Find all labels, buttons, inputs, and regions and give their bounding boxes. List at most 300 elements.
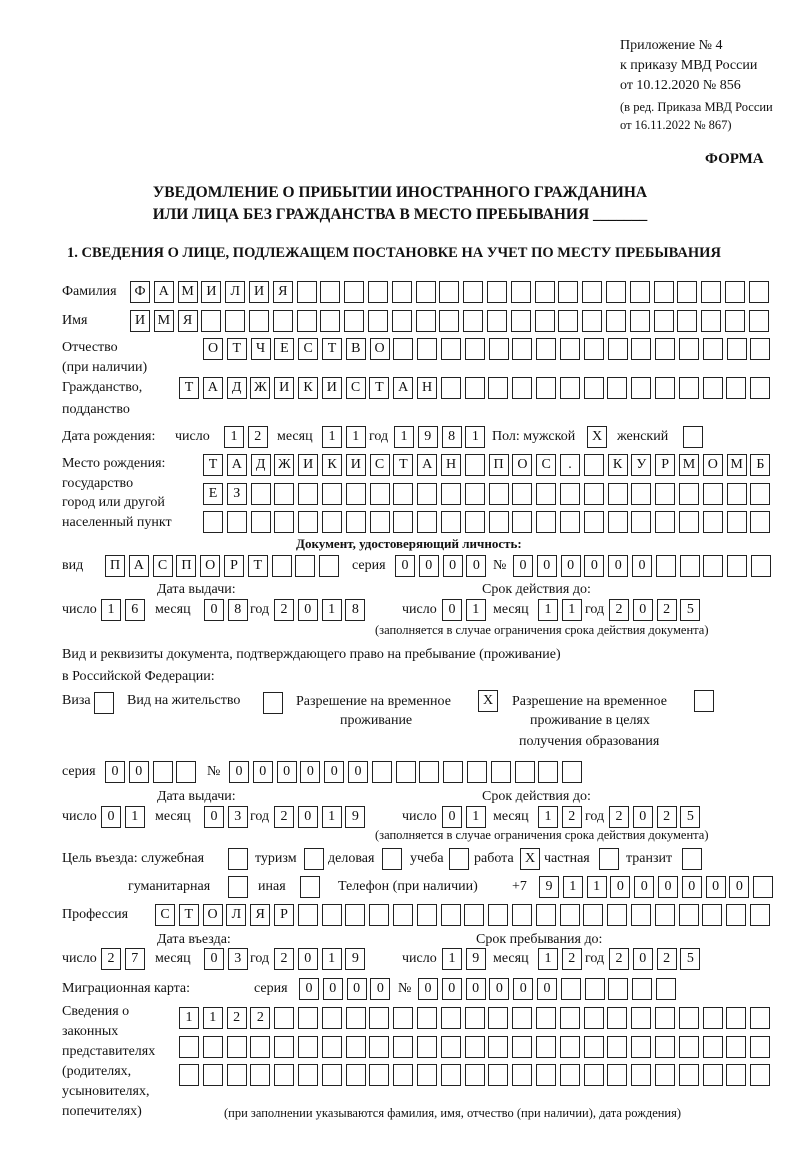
char-box[interactable]: 5: [680, 948, 700, 970]
char-box[interactable]: [679, 1036, 699, 1058]
char-box[interactable]: [304, 848, 324, 870]
char-box[interactable]: О: [370, 338, 390, 360]
char-box[interactable]: [582, 281, 602, 303]
char-box[interactable]: [441, 904, 461, 926]
char-box[interactable]: 0: [299, 978, 319, 1000]
char-box[interactable]: [679, 904, 699, 926]
char-box[interactable]: X: [478, 690, 498, 712]
char-box[interactable]: 0: [682, 876, 702, 898]
char-box[interactable]: [322, 1007, 342, 1029]
char-box[interactable]: 1: [322, 599, 342, 621]
char-box[interactable]: [369, 1036, 389, 1058]
char-box[interactable]: [607, 1036, 627, 1058]
char-box[interactable]: С: [346, 377, 366, 399]
char-box[interactable]: [682, 848, 702, 870]
char-box[interactable]: [679, 338, 699, 360]
char-box[interactable]: [703, 555, 723, 577]
char-box[interactable]: 0: [105, 761, 125, 783]
char-box[interactable]: [417, 1007, 437, 1029]
char-box[interactable]: 2: [274, 599, 294, 621]
char-box[interactable]: [417, 904, 437, 926]
char-box[interactable]: [203, 1036, 223, 1058]
char-box[interactable]: [251, 511, 271, 533]
char-box[interactable]: [753, 876, 773, 898]
char-box[interactable]: [382, 848, 402, 870]
char-box[interactable]: М: [727, 454, 747, 476]
char-box[interactable]: [464, 904, 484, 926]
char-box[interactable]: 1: [322, 948, 342, 970]
char-box[interactable]: [298, 511, 318, 533]
char-box[interactable]: Ф: [130, 281, 150, 303]
char-box[interactable]: [677, 281, 697, 303]
char-box[interactable]: С: [298, 338, 318, 360]
char-box[interactable]: [560, 511, 580, 533]
char-box[interactable]: И: [274, 377, 294, 399]
char-box[interactable]: [249, 310, 269, 332]
char-box[interactable]: М: [178, 281, 198, 303]
char-box[interactable]: [467, 761, 487, 783]
char-box[interactable]: [631, 511, 651, 533]
char-box[interactable]: [606, 310, 626, 332]
char-box[interactable]: 0: [633, 599, 653, 621]
char-box[interactable]: [449, 848, 469, 870]
char-box[interactable]: [393, 1064, 413, 1086]
char-box[interactable]: 1: [538, 599, 558, 621]
char-box[interactable]: Р: [274, 904, 294, 926]
char-box[interactable]: [322, 1036, 342, 1058]
char-box[interactable]: О: [512, 454, 532, 476]
char-box[interactable]: 0: [298, 599, 318, 621]
char-box[interactable]: [512, 1007, 532, 1029]
char-box[interactable]: 1: [465, 426, 485, 448]
char-box[interactable]: [465, 1036, 485, 1058]
char-box[interactable]: [584, 511, 604, 533]
char-box[interactable]: [584, 338, 604, 360]
char-box[interactable]: 0: [229, 761, 249, 783]
char-box[interactable]: Д: [227, 377, 247, 399]
char-box[interactable]: [511, 310, 531, 332]
char-box[interactable]: [584, 1036, 604, 1058]
char-box[interactable]: 0: [443, 555, 463, 577]
char-box[interactable]: Е: [203, 483, 223, 505]
char-box[interactable]: [319, 555, 339, 577]
char-box[interactable]: [631, 1036, 651, 1058]
char-box[interactable]: [726, 904, 746, 926]
char-box[interactable]: И: [346, 454, 366, 476]
char-box[interactable]: [560, 483, 580, 505]
char-box[interactable]: [228, 848, 248, 870]
char-box[interactable]: 2: [274, 806, 294, 828]
char-box[interactable]: 8: [228, 599, 248, 621]
char-box[interactable]: [560, 1036, 580, 1058]
char-box[interactable]: [297, 281, 317, 303]
char-box[interactable]: [369, 1064, 389, 1086]
char-box[interactable]: 5: [680, 806, 700, 828]
char-box[interactable]: [726, 377, 746, 399]
char-box[interactable]: С: [153, 555, 173, 577]
char-box[interactable]: И: [322, 377, 342, 399]
char-box[interactable]: [489, 511, 509, 533]
char-box[interactable]: Т: [179, 377, 199, 399]
char-box[interactable]: [346, 1036, 366, 1058]
char-box[interactable]: [368, 310, 388, 332]
char-box[interactable]: [417, 1064, 437, 1086]
char-box[interactable]: [750, 1064, 770, 1086]
char-box[interactable]: [441, 1036, 461, 1058]
char-box[interactable]: [631, 904, 651, 926]
char-box[interactable]: [512, 377, 532, 399]
char-box[interactable]: [702, 904, 722, 926]
char-box[interactable]: [512, 1064, 532, 1086]
char-box[interactable]: [488, 1036, 508, 1058]
char-box[interactable]: [727, 511, 747, 533]
char-box[interactable]: 1: [322, 806, 342, 828]
char-box[interactable]: [274, 1064, 294, 1086]
char-box[interactable]: [727, 338, 747, 360]
char-box[interactable]: [441, 511, 461, 533]
char-box[interactable]: [562, 761, 582, 783]
char-box[interactable]: [585, 978, 605, 1000]
char-box[interactable]: [322, 904, 342, 926]
char-box[interactable]: [369, 904, 389, 926]
char-box[interactable]: [694, 690, 714, 712]
char-box[interactable]: [300, 876, 320, 898]
char-box[interactable]: К: [298, 377, 318, 399]
char-box[interactable]: 0: [537, 555, 557, 577]
char-box[interactable]: [417, 511, 437, 533]
char-box[interactable]: 2: [562, 948, 582, 970]
char-box[interactable]: [536, 377, 556, 399]
char-box[interactable]: Ж: [250, 377, 270, 399]
char-box[interactable]: [538, 761, 558, 783]
char-box[interactable]: 1: [538, 806, 558, 828]
char-box[interactable]: [703, 483, 723, 505]
char-box[interactable]: [679, 511, 699, 533]
char-box[interactable]: [273, 310, 293, 332]
char-box[interactable]: 0: [204, 948, 224, 970]
char-box[interactable]: [419, 761, 439, 783]
char-box[interactable]: 0: [561, 555, 581, 577]
char-box[interactable]: .: [560, 454, 580, 476]
char-box[interactable]: [512, 1036, 532, 1058]
char-box[interactable]: 0: [608, 555, 628, 577]
char-box[interactable]: [607, 1064, 627, 1086]
char-box[interactable]: [679, 483, 699, 505]
char-box[interactable]: У: [631, 454, 651, 476]
char-box[interactable]: 1: [203, 1007, 223, 1029]
char-box[interactable]: [608, 978, 628, 1000]
char-box[interactable]: [370, 511, 390, 533]
char-box[interactable]: [749, 310, 769, 332]
char-box[interactable]: [536, 1064, 556, 1086]
char-box[interactable]: [727, 483, 747, 505]
char-box[interactable]: [463, 310, 483, 332]
char-box[interactable]: Н: [441, 454, 461, 476]
char-box[interactable]: 0: [395, 555, 415, 577]
char-box[interactable]: 8: [442, 426, 462, 448]
char-box[interactable]: [558, 281, 578, 303]
char-box[interactable]: 1: [394, 426, 414, 448]
char-box[interactable]: Ж: [274, 454, 294, 476]
char-box[interactable]: [536, 904, 556, 926]
char-box[interactable]: 0: [348, 761, 368, 783]
char-box[interactable]: Б: [750, 454, 770, 476]
char-box[interactable]: [631, 1007, 651, 1029]
char-box[interactable]: Я: [273, 281, 293, 303]
char-box[interactable]: [227, 1064, 247, 1086]
char-box[interactable]: [583, 904, 603, 926]
char-box[interactable]: [726, 1007, 746, 1029]
char-box[interactable]: [535, 281, 555, 303]
char-box[interactable]: [560, 377, 580, 399]
char-box[interactable]: [750, 1007, 770, 1029]
char-box[interactable]: [392, 281, 412, 303]
char-box[interactable]: [655, 1064, 675, 1086]
char-box[interactable]: З: [227, 483, 247, 505]
char-box[interactable]: [345, 904, 365, 926]
char-box[interactable]: 0: [298, 948, 318, 970]
char-box[interactable]: И: [298, 454, 318, 476]
char-box[interactable]: Т: [203, 454, 223, 476]
char-box[interactable]: [749, 281, 769, 303]
char-box[interactable]: [488, 904, 508, 926]
char-box[interactable]: 2: [657, 806, 677, 828]
char-box[interactable]: [491, 761, 511, 783]
char-box[interactable]: [298, 1064, 318, 1086]
char-box[interactable]: [392, 310, 412, 332]
char-box[interactable]: [703, 1036, 723, 1058]
char-box[interactable]: [443, 761, 463, 783]
char-box[interactable]: [725, 281, 745, 303]
char-box[interactable]: 0: [584, 555, 604, 577]
char-box[interactable]: [512, 904, 532, 926]
char-box[interactable]: [346, 1064, 366, 1086]
char-box[interactable]: [465, 1007, 485, 1029]
char-box[interactable]: [630, 310, 650, 332]
char-box[interactable]: [536, 1036, 556, 1058]
char-box[interactable]: 7: [125, 948, 145, 970]
char-box[interactable]: [298, 483, 318, 505]
char-box[interactable]: Л: [225, 281, 245, 303]
char-box[interactable]: [655, 1036, 675, 1058]
char-box[interactable]: В: [346, 338, 366, 360]
char-box[interactable]: М: [154, 310, 174, 332]
char-box[interactable]: [298, 904, 318, 926]
char-box[interactable]: [655, 377, 675, 399]
char-box[interactable]: 1: [125, 806, 145, 828]
char-box[interactable]: 2: [657, 948, 677, 970]
char-box[interactable]: 0: [489, 978, 509, 1000]
char-box[interactable]: [298, 1007, 318, 1029]
char-box[interactable]: [608, 511, 628, 533]
char-box[interactable]: Е: [274, 338, 294, 360]
char-box[interactable]: [654, 281, 674, 303]
char-box[interactable]: [274, 483, 294, 505]
char-box[interactable]: [274, 1007, 294, 1029]
char-box[interactable]: [346, 1007, 366, 1029]
char-box[interactable]: 0: [706, 876, 726, 898]
char-box[interactable]: [439, 281, 459, 303]
char-box[interactable]: Я: [250, 904, 270, 926]
char-box[interactable]: [94, 692, 114, 714]
char-box[interactable]: [727, 555, 747, 577]
char-box[interactable]: 9: [466, 948, 486, 970]
char-box[interactable]: [201, 310, 221, 332]
char-box[interactable]: [654, 310, 674, 332]
char-box[interactable]: 0: [633, 948, 653, 970]
char-box[interactable]: [487, 310, 507, 332]
char-box[interactable]: 0: [729, 876, 749, 898]
char-box[interactable]: 0: [370, 978, 390, 1000]
char-box[interactable]: Т: [227, 338, 247, 360]
char-box[interactable]: 9: [345, 806, 365, 828]
char-box[interactable]: [465, 454, 485, 476]
char-box[interactable]: К: [322, 454, 342, 476]
char-box[interactable]: [726, 1036, 746, 1058]
char-box[interactable]: [417, 1036, 437, 1058]
char-box[interactable]: 6: [125, 599, 145, 621]
char-box[interactable]: [250, 1064, 270, 1086]
char-box[interactable]: [298, 1036, 318, 1058]
char-box[interactable]: 2: [101, 948, 121, 970]
char-box[interactable]: [393, 511, 413, 533]
char-box[interactable]: [703, 338, 723, 360]
char-box[interactable]: 0: [204, 806, 224, 828]
char-box[interactable]: 1: [346, 426, 366, 448]
char-box[interactable]: [346, 511, 366, 533]
char-box[interactable]: 1: [179, 1007, 199, 1029]
char-box[interactable]: 1: [562, 599, 582, 621]
char-box[interactable]: 0: [324, 761, 344, 783]
char-box[interactable]: [322, 483, 342, 505]
char-box[interactable]: [441, 1007, 461, 1029]
char-box[interactable]: [225, 310, 245, 332]
char-box[interactable]: 8: [345, 599, 365, 621]
char-box[interactable]: [584, 454, 604, 476]
char-box[interactable]: [250, 1036, 270, 1058]
char-box[interactable]: [512, 483, 532, 505]
char-box[interactable]: [750, 904, 770, 926]
char-box[interactable]: 0: [537, 978, 557, 1000]
char-box[interactable]: [560, 338, 580, 360]
char-box[interactable]: [656, 978, 676, 1000]
char-box[interactable]: [489, 338, 509, 360]
char-box[interactable]: [703, 1064, 723, 1086]
char-box[interactable]: [393, 1007, 413, 1029]
char-box[interactable]: [560, 1064, 580, 1086]
char-box[interactable]: 3: [228, 806, 248, 828]
char-box[interactable]: 0: [632, 555, 652, 577]
char-box[interactable]: [683, 426, 703, 448]
char-box[interactable]: Т: [179, 904, 199, 926]
char-box[interactable]: [608, 483, 628, 505]
char-box[interactable]: [561, 978, 581, 1000]
char-box[interactable]: [416, 310, 436, 332]
char-box[interactable]: И: [130, 310, 150, 332]
char-box[interactable]: [584, 483, 604, 505]
char-box[interactable]: [465, 377, 485, 399]
char-box[interactable]: 0: [323, 978, 343, 1000]
char-box[interactable]: С: [370, 454, 390, 476]
char-box[interactable]: [441, 1064, 461, 1086]
char-box[interactable]: [655, 338, 675, 360]
char-box[interactable]: 0: [129, 761, 149, 783]
char-box[interactable]: 3: [228, 948, 248, 970]
char-box[interactable]: [487, 281, 507, 303]
char-box[interactable]: [607, 904, 627, 926]
char-box[interactable]: Ч: [251, 338, 271, 360]
char-box[interactable]: [701, 310, 721, 332]
char-box[interactable]: [560, 904, 580, 926]
char-box[interactable]: [535, 310, 555, 332]
char-box[interactable]: [679, 377, 699, 399]
char-box[interactable]: Р: [655, 454, 675, 476]
char-box[interactable]: [750, 377, 770, 399]
char-box[interactable]: А: [417, 454, 437, 476]
char-box[interactable]: 1: [538, 948, 558, 970]
char-box[interactable]: А: [129, 555, 149, 577]
char-box[interactable]: Д: [251, 454, 271, 476]
char-box[interactable]: [227, 1036, 247, 1058]
char-box[interactable]: [725, 310, 745, 332]
char-box[interactable]: 1: [442, 948, 462, 970]
char-box[interactable]: 2: [562, 806, 582, 828]
char-box[interactable]: 0: [442, 599, 462, 621]
char-box[interactable]: [584, 1007, 604, 1029]
char-box[interactable]: 0: [277, 761, 297, 783]
char-box[interactable]: 2: [274, 948, 294, 970]
char-box[interactable]: 9: [345, 948, 365, 970]
char-box[interactable]: [441, 483, 461, 505]
char-box[interactable]: [372, 761, 392, 783]
char-box[interactable]: [655, 511, 675, 533]
char-box[interactable]: [227, 511, 247, 533]
char-box[interactable]: [584, 1064, 604, 1086]
char-box[interactable]: [512, 338, 532, 360]
char-box[interactable]: [344, 310, 364, 332]
char-box[interactable]: Т: [369, 377, 389, 399]
char-box[interactable]: [630, 281, 650, 303]
char-box[interactable]: [322, 511, 342, 533]
char-box[interactable]: [677, 310, 697, 332]
char-box[interactable]: [368, 281, 388, 303]
char-box[interactable]: [606, 281, 626, 303]
char-box[interactable]: С: [155, 904, 175, 926]
char-box[interactable]: [320, 310, 340, 332]
char-box[interactable]: И: [201, 281, 221, 303]
char-box[interactable]: М: [679, 454, 699, 476]
char-box[interactable]: [632, 978, 652, 1000]
char-box[interactable]: X: [520, 848, 540, 870]
char-box[interactable]: П: [176, 555, 196, 577]
char-box[interactable]: [417, 483, 437, 505]
char-box[interactable]: 0: [298, 806, 318, 828]
char-box[interactable]: С: [536, 454, 556, 476]
char-box[interactable]: 0: [442, 978, 462, 1000]
char-box[interactable]: [599, 848, 619, 870]
char-box[interactable]: [416, 281, 436, 303]
char-box[interactable]: К: [608, 454, 628, 476]
char-box[interactable]: А: [154, 281, 174, 303]
char-box[interactable]: [631, 483, 651, 505]
char-box[interactable]: [176, 761, 196, 783]
char-box[interactable]: [263, 692, 283, 714]
char-box[interactable]: [750, 511, 770, 533]
char-box[interactable]: Т: [248, 555, 268, 577]
char-box[interactable]: [680, 555, 700, 577]
char-box[interactable]: [631, 338, 651, 360]
char-box[interactable]: [272, 555, 292, 577]
